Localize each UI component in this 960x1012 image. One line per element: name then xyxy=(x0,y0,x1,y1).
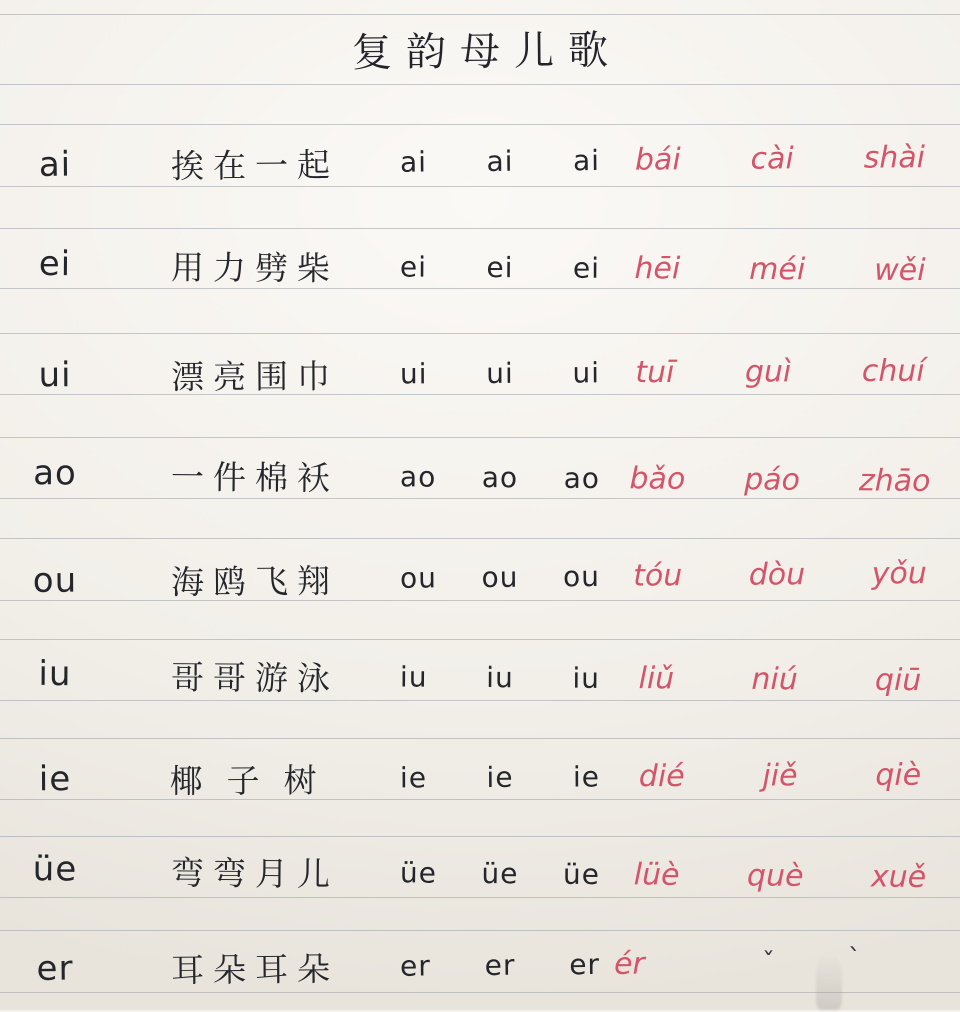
repeat-item: iu xyxy=(572,661,601,695)
repeat-item: ie xyxy=(572,759,601,794)
vowel-label: ie xyxy=(38,759,72,800)
repeat-item: ao xyxy=(563,461,601,495)
example-word: jiě xyxy=(762,757,798,794)
example-word: cài xyxy=(750,140,794,177)
phrase-text: 海鸥飞翔 xyxy=(170,560,340,602)
repeat-item: üe xyxy=(399,855,438,890)
page-title: 复韵母儿歌 xyxy=(351,27,623,77)
vowel-label: ou xyxy=(32,560,78,601)
example-word: shài xyxy=(863,139,926,176)
example-word: liǔ xyxy=(638,660,675,696)
repeat-group xyxy=(400,250,600,284)
repeat-group xyxy=(400,660,600,694)
example-group xyxy=(600,353,960,390)
phrase-text: 弯弯月儿 xyxy=(170,852,340,894)
stray-mark: ˋ xyxy=(848,944,861,974)
example-group xyxy=(600,660,960,698)
repeat-group xyxy=(400,356,600,390)
page-title-container xyxy=(0,20,960,77)
example-word: wěi xyxy=(874,252,926,288)
vowel-label: ei xyxy=(38,243,72,285)
repeat-group xyxy=(400,460,600,495)
repeat-item: iu xyxy=(486,660,514,694)
rule-line xyxy=(0,84,960,85)
repeat-group xyxy=(400,947,600,982)
example-word: xuě xyxy=(870,858,927,895)
example-word: páo xyxy=(744,461,801,498)
example-group xyxy=(600,461,960,499)
phrase-text: 哥哥游泳 xyxy=(170,657,340,698)
repeat-item: ai xyxy=(572,143,601,177)
repeat-group xyxy=(400,760,600,794)
table-row xyxy=(0,114,960,208)
phrase-text: 椰子树 xyxy=(169,760,341,801)
example-word: tóu xyxy=(633,557,683,594)
example-word: tuī xyxy=(635,354,675,390)
table-row xyxy=(0,631,960,724)
example-word: bái xyxy=(634,141,681,178)
example-word: chuí xyxy=(861,353,925,389)
example-word: dié xyxy=(638,758,685,794)
repeat-item: ai xyxy=(486,144,514,178)
repeat-item: ai xyxy=(399,144,428,179)
table-row xyxy=(0,327,960,418)
example-group xyxy=(600,757,960,794)
stray-mark: ˇ xyxy=(762,948,775,978)
repeat-item: ui xyxy=(486,356,514,390)
repeat-item: üe xyxy=(562,857,601,891)
repeat-group xyxy=(400,143,600,178)
rule-line xyxy=(0,14,960,15)
repeat-item: ui xyxy=(399,356,428,390)
example-word: guì xyxy=(744,353,792,390)
repeat-item: ao xyxy=(399,459,437,494)
repeat-group xyxy=(400,856,600,891)
table-row xyxy=(0,731,960,822)
vowel-label: ui xyxy=(38,355,72,396)
repeat-item: er xyxy=(484,948,516,982)
repeat-item: er xyxy=(569,947,601,981)
phrase-text: 挨在一起 xyxy=(170,144,340,186)
repeat-item: ao xyxy=(481,460,519,494)
repeat-item: er xyxy=(399,948,431,983)
table-row xyxy=(0,221,960,314)
example-word: méi xyxy=(749,251,806,287)
repeat-item: ou xyxy=(481,560,519,594)
example-word: hēi xyxy=(634,250,681,286)
repeat-item: ou xyxy=(399,560,438,595)
example-word: yǒu xyxy=(871,555,927,592)
vowel-label: ai xyxy=(38,144,72,185)
vowel-label: üe xyxy=(32,849,78,890)
example-group xyxy=(600,857,960,895)
repeat-group xyxy=(400,559,600,594)
repeat-item: ei xyxy=(399,249,428,284)
example-word: qiè xyxy=(875,757,922,793)
example-group xyxy=(600,139,960,177)
repeat-item: ie xyxy=(399,760,428,794)
example-group xyxy=(600,555,960,593)
vowel-label: er xyxy=(36,948,74,989)
example-word: zhāo xyxy=(858,462,931,499)
repeat-item: ou xyxy=(562,559,601,593)
example-word: bǎo xyxy=(629,460,686,497)
phrase-text: 漂亮围巾 xyxy=(170,356,340,397)
repeat-item: ei xyxy=(486,250,514,284)
example-group xyxy=(600,250,960,288)
repeat-item: iu xyxy=(399,659,428,694)
example-word: ér xyxy=(613,946,645,982)
phrase-text: 耳朵耳朵 xyxy=(170,948,340,990)
repeat-item: ei xyxy=(572,251,601,285)
repeat-item: ie xyxy=(486,760,514,794)
table-row xyxy=(0,430,960,524)
repeat-item: ui xyxy=(572,355,601,390)
phrase-text: 一件棉袄 xyxy=(170,456,340,498)
vowel-label: ao xyxy=(33,453,78,494)
example-word: qiū xyxy=(874,662,922,698)
phrase-text: 用力劈柴 xyxy=(170,247,340,288)
stray-marks-group xyxy=(752,942,922,992)
vowel-label: iu xyxy=(38,653,72,695)
table-row xyxy=(0,826,960,920)
example-word: niú xyxy=(751,661,798,697)
example-word: lüè xyxy=(633,856,680,893)
table-row xyxy=(0,530,960,624)
repeat-item: üe xyxy=(481,856,519,890)
example-word: què xyxy=(746,857,804,894)
example-word: dòu xyxy=(748,556,806,593)
